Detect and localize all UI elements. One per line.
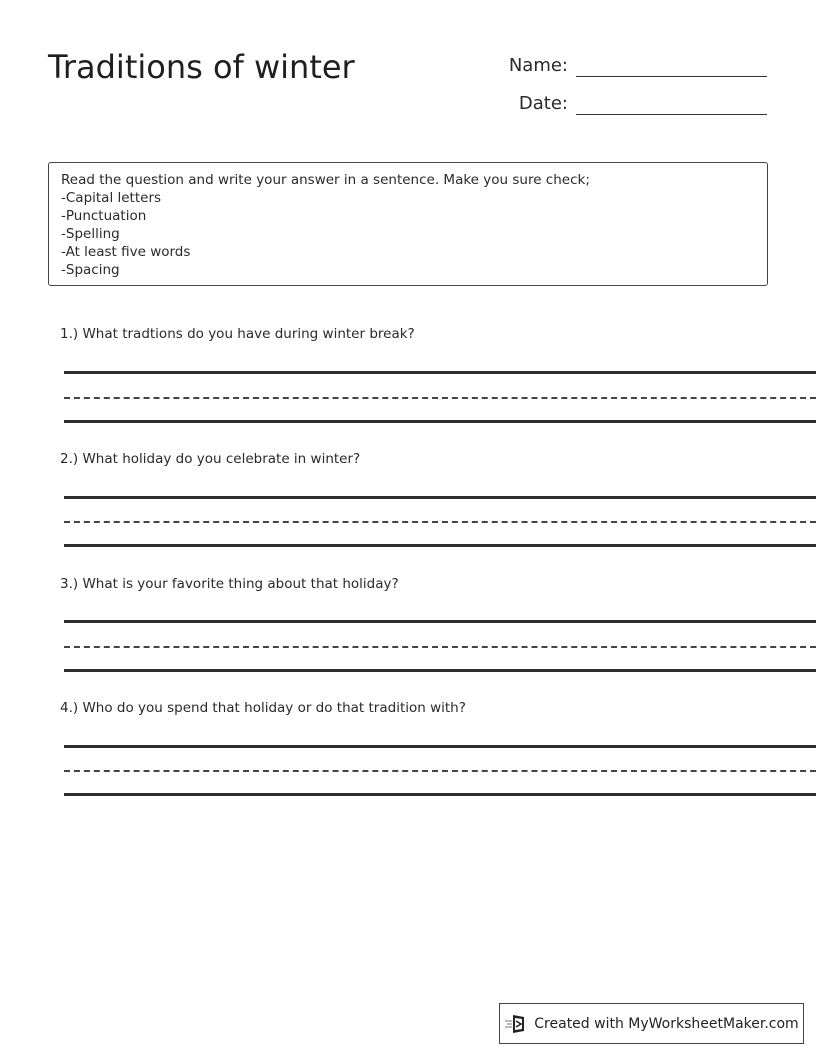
name-field [498, 55, 767, 77]
answer-mid-dashed-line [64, 770, 816, 772]
name-write-line[interactable] [576, 56, 767, 77]
answer-mid-dashed-line [64, 646, 816, 648]
instruction-item: -Spelling [61, 226, 120, 242]
worksheet-maker-logo-icon [504, 1013, 528, 1035]
instruction-item: -Spacing [61, 262, 120, 278]
answer-mid-dashed-line [64, 397, 816, 399]
instruction-item: -Punctuation [61, 208, 147, 224]
name-label: Name: [508, 55, 568, 76]
answer-base-line[interactable] [64, 793, 816, 796]
question-text: 3.) What is your favorite thing about that holiday? [60, 576, 399, 592]
footer-badge[interactable] [499, 1003, 804, 1044]
answer-base-line[interactable] [64, 544, 816, 547]
answer-mid-dashed-line [64, 521, 816, 523]
question-text: 1.) What tradtions do you have during winter break? [60, 326, 415, 342]
question-text: 4.) Who do you spend that holiday or do that tradition with? [60, 700, 466, 716]
answer-top-line[interactable] [64, 371, 816, 374]
answer-base-line[interactable] [64, 669, 816, 672]
instruction-item: -At least five words [61, 244, 191, 260]
date-write-line[interactable] [576, 94, 767, 115]
worksheet-title: Traditions of winter [48, 48, 355, 86]
answer-top-line[interactable] [64, 620, 816, 623]
instructions-intro: Read the question and write your answer in a sentence. Make you sure check; [61, 172, 590, 188]
instructions-box [48, 162, 768, 286]
answer-base-line[interactable] [64, 420, 816, 423]
date-label: Date: [518, 93, 568, 114]
date-field [498, 93, 767, 115]
question-text: 2.) What holiday do you celebrate in winter? [60, 451, 361, 467]
answer-top-line[interactable] [64, 496, 816, 499]
footer-text: Created with MyWorksheetMaker.com [534, 1015, 799, 1032]
answer-top-line[interactable] [64, 745, 816, 748]
instruction-item: -Capital letters [61, 190, 162, 206]
